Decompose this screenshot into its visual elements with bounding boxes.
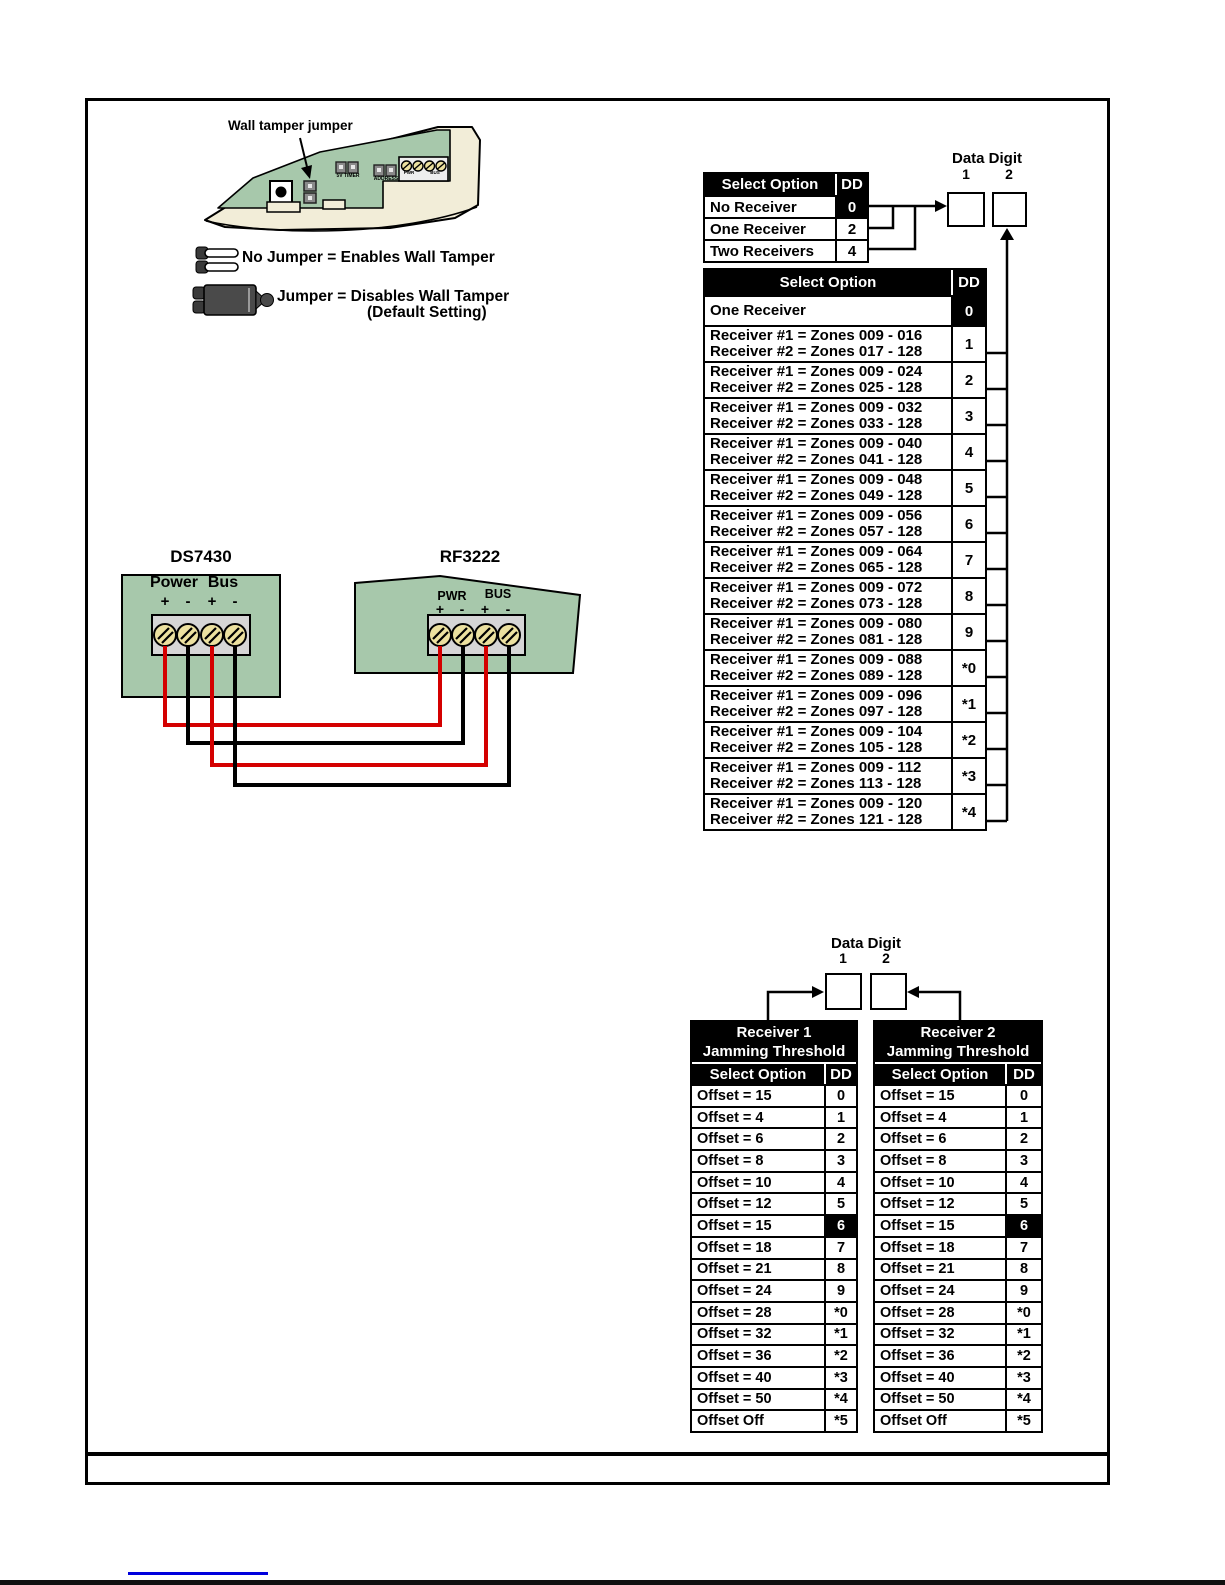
table-row: Receiver #1 = Zones 009 - 016 Receiver #2 = Zones 017 - 128 1 (705, 325, 985, 361)
pcb-label-timer: 5V TIMER (336, 173, 360, 179)
rf3222-title: RF3222 (439, 547, 501, 566)
table-row: Offset = 18 7 (875, 1236, 1041, 1258)
table-row: Receiver #1 = Zones 009 - 112 Receiver #2 = Zones 113 - 128 *3 (705, 757, 985, 793)
ds7430-power-label: Power (149, 574, 198, 591)
table-row: Receiver #1 = Zones 009 - 048 Receiver #2 = Zones 049 - 128 5 (705, 469, 985, 505)
polarity-sign: + (207, 593, 217, 610)
table-title: Receiver 1 Jamming Threshold (692, 1022, 856, 1062)
wall-tamper-callout: Wall tamper jumper (228, 118, 353, 133)
polarity-sign: + (480, 601, 490, 617)
legend-jumper-subtext: (Default Setting) (367, 304, 487, 321)
polarity-sign: + (160, 593, 170, 610)
table-row: One Receiver 2 (705, 217, 867, 239)
polarity-sign: - (185, 593, 191, 610)
receiver-count-table (703, 172, 869, 263)
table-row: Receiver #1 = Zones 009 - 104 Receiver #2 = Zones 105 - 128 *2 (705, 721, 985, 757)
table-header: Select Option DD (692, 1062, 856, 1084)
table-row: Offset = 12 5 (692, 1192, 856, 1214)
table-row: Offset = 36 *2 (875, 1344, 1041, 1366)
table-row: Receiver #1 = Zones 009 - 032 Receiver #2 = Zones 033 - 128 3 (705, 397, 985, 433)
table-row: Offset = 40 *3 (692, 1366, 856, 1388)
data-digit-2-label-bottom: 2 (882, 950, 890, 966)
table-row: Offset = 40 *3 (875, 1366, 1041, 1388)
table-row: Offset = 4 1 (692, 1106, 856, 1128)
table-row: Offset = 15 0 (875, 1084, 1041, 1106)
table-row: Offset = 50 *4 (875, 1388, 1041, 1410)
footer-divider-line (85, 1452, 1110, 1456)
table-header: Select Option DD (705, 174, 867, 195)
table-row: Offset = 32 *1 (692, 1323, 856, 1345)
polarity-sign: - (505, 601, 511, 617)
table-row: Receiver #1 = Zones 009 - 040 Receiver #2 = Zones 041 - 128 4 (705, 433, 985, 469)
table-row: Offset = 21 8 (875, 1258, 1041, 1280)
board-terminal-block (399, 157, 448, 181)
table-row: Offset = 15 0 (692, 1084, 856, 1106)
zone-assignment-table (703, 268, 987, 831)
data-digit-title-top: Data Digit (951, 150, 1022, 167)
table-header: Select Option DD (705, 270, 985, 295)
table-row: Offset = 8 3 (875, 1149, 1041, 1171)
no-jumper-icon (195, 244, 241, 276)
table-row: Receiver #1 = Zones 009 - 088 Receiver #2 = Zones 089 - 128 *0 (705, 649, 985, 685)
table-row: Offset = 24 9 (692, 1279, 856, 1301)
table-row: Offset = 50 *4 (692, 1388, 856, 1410)
legend-no-jumper-text: No Jumper = Enables Wall Tamper (242, 249, 495, 266)
table-row: Offset = 6 2 (692, 1127, 856, 1149)
data-digit-box-1-bottom (825, 973, 862, 1010)
jamming-threshold-table-2 (873, 1020, 1043, 1433)
rf3222-bus-label: BUS (484, 587, 512, 601)
table-row: Offset = 32 *1 (875, 1323, 1041, 1345)
table-row: Receiver #1 = Zones 009 - 120 Receiver #2 = Zones 121 - 128 *4 (705, 793, 985, 829)
table-row: Offset Off *5 (692, 1409, 856, 1431)
data-digit-1-label-top: 1 (962, 166, 970, 182)
pcb-label-bus: BUS (430, 170, 440, 175)
table-row: Receiver #1 = Zones 009 - 072 Receiver #2 = Zones 073 - 128 8 (705, 577, 985, 613)
table-row: Receiver #1 = Zones 009 - 064 Receiver #2 = Zones 065 - 128 7 (705, 541, 985, 577)
ds7430-bus-label: Bus (207, 574, 239, 591)
table-row: Offset = 12 5 (875, 1192, 1041, 1214)
ds7430-title: DS7430 (170, 547, 232, 566)
table-row: Receiver #1 = Zones 009 - 096 Receiver #2 = Zones 097 - 128 *1 (705, 685, 985, 721)
table-row: Offset = 8 3 (692, 1149, 856, 1171)
pcb-label-pwr: PWR (403, 170, 415, 175)
table-row: Offset = 36 *2 (692, 1344, 856, 1366)
table-row: Offset = 10 4 (875, 1171, 1041, 1193)
table-row: Offset = 18 7 (692, 1236, 856, 1258)
table-row: Offset = 28 *0 (875, 1301, 1041, 1323)
table-row: Offset = 15 6 (875, 1214, 1041, 1236)
table-row: Offset = 4 1 (875, 1106, 1041, 1128)
data-digit-box-1-top (947, 192, 985, 227)
window-bottom-edge (0, 1580, 1225, 1585)
table-row: Receiver #1 = Zones 009 - 024 Receiver #2 = Zones 025 - 128 2 (705, 361, 985, 397)
table-row: No Receiver 0 (705, 195, 867, 217)
data-digit-1-label-bottom: 1 (839, 950, 847, 966)
rf3222-pwr-label: PWR (437, 589, 467, 603)
polarity-sign: + (435, 601, 445, 617)
table-row: Offset = 24 9 (875, 1279, 1041, 1301)
table-row: Two Receivers 4 (705, 239, 867, 261)
table-row: Offset = 21 8 (692, 1258, 856, 1280)
data-digit-box-2-bottom (870, 973, 907, 1010)
table-row: One Receiver 0 (705, 295, 985, 325)
jamming-threshold-table-1 (690, 1020, 858, 1433)
footer-link[interactable] (128, 1572, 268, 1575)
table-row: Offset = 6 2 (875, 1127, 1041, 1149)
jumper-icon (192, 283, 274, 317)
data-digit-2-label-top: 2 (1005, 166, 1013, 182)
pcb-label-address: ADDRESS (373, 176, 399, 182)
table-row: Receiver #1 = Zones 009 - 056 Receiver #2 = Zones 057 - 128 6 (705, 505, 985, 541)
table-title: Receiver 2 Jamming Threshold (875, 1022, 1041, 1062)
table-row: Offset = 15 6 (692, 1214, 856, 1236)
data-digit-box-2-top (992, 192, 1027, 227)
data-digit-title-bottom: Data Digit (830, 935, 901, 952)
table-row: Receiver #1 = Zones 009 - 080 Receiver #2 = Zones 081 - 128 9 (705, 613, 985, 649)
table-row: Offset = 10 4 (692, 1171, 856, 1193)
table-row: Offset Off *5 (875, 1409, 1041, 1431)
polarity-sign: - (459, 601, 465, 617)
table-header: Select Option DD (875, 1062, 1041, 1084)
legend-jumper-text: Jumper = Disables Wall Tamper (277, 288, 510, 305)
table-row: Offset = 28 *0 (692, 1301, 856, 1323)
polarity-sign: - (232, 593, 238, 610)
